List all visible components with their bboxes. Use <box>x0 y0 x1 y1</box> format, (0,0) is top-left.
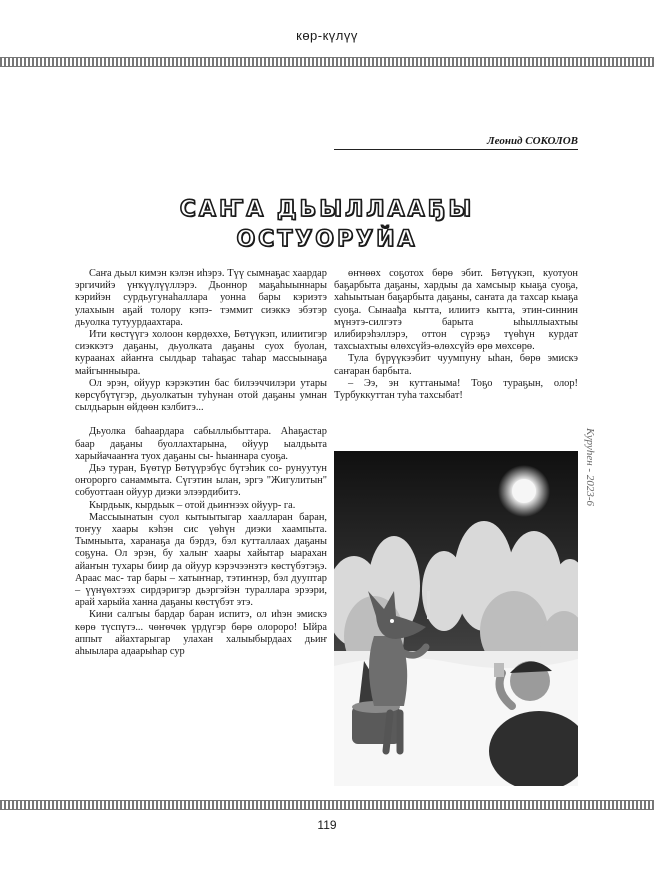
page-number: 119 <box>317 818 337 832</box>
article-author: Леонид СОКОЛОВ <box>334 135 578 150</box>
paragraph: Кырдьык, кырдьык – отой дьиҥнээх ойуур- га. <box>89 499 296 511</box>
moon <box>512 479 536 503</box>
right-text-column <box>334 268 578 402</box>
illustration-svg <box>334 451 578 786</box>
cigarette <box>427 591 430 619</box>
paragraph: Ити көстүүгэ холоон көрдөххө, Бөтүүкэп, илиитигэр сиэккэтэ даҕаны, дьуолката даҕаны суох буолан, кураанах айаҥҥа сылдьар таһаҕас таһар массыынаҕа майгынныыра. <box>75 329 327 377</box>
left-text-column <box>75 268 327 658</box>
title-line-1: САҤА ДЬЫЛЛААҔЫ <box>179 197 475 222</box>
bottom-ornament-divider <box>0 800 654 810</box>
title-line-2: ОСТУОРУЙА <box>236 227 418 252</box>
paragraph: Тула бүрүүкээбит чуумпуну ыһан, бөрө эмискэ саҥаран барбыта. <box>334 353 578 377</box>
section-header: көр-күлүү <box>296 28 358 43</box>
paragraph: Дьэ туран, Бүөтүр Бөтүүрэбүс бүтэһик со- рунуутун оҥорорго санаммыта. Сүгэтин ылан, эргэ "Жигулитын" собуоттаан ойуур диэки элээрдибитэ. <box>75 463 327 499</box>
paragraph: Ол эрэн, ойуур кэрэкэтин бас билээччилэри утары көрсүбүтүгэр, дьуолкатын туһунан отой даҕаны умнан сылдьарын өйдөөн кэлбитэ... <box>75 377 327 414</box>
top-ornament-divider <box>0 57 654 67</box>
article-title <box>0 195 654 255</box>
journal-issue-sidenote: Куруһен - 2023-6 <box>584 428 596 506</box>
wolf-and-man-illustration <box>334 451 578 786</box>
paragraph: Кини салгыы бардар баран испитэ, ол иһэн эмискэ көрө түспүтэ... чөҥөчөк үрдүгэр бөрө олороро! Ыйра аппыт айахтарыгар улахан халыыбырдаах дьиҥ аһыылара адаарыһар сур <box>75 609 327 658</box>
paragraph: Дьуолка баһаардара сабыллыбыттара. Аһаҕастар баар даҕаны буоллахтарына, ойуур ыалдьыта харыйачааҥҥа туох даҕаны сы- һыаннара суоҕа. <box>75 426 327 462</box>
paragraph: Массыынатын суол кытыытыгар хаалларан баран, тоҥуу хаары кэһэн сис үөһүн диэки хаампыта. Тымныыта, харанаҕа да бэрдэ, бэл кутталлаах даҕаны соҕуна. Ол эрэн, бу халыҥ хаары хайытар ыарахан айаҥын тухары бииp да ойуур кэрэчээнэтэ көстүбэтэҕэ. Араас мас- тар бары – хатыҥнар, тэтиҥнэр, бэл дууптар – үүнүөхтээх сирдэригэр дьэргэйэн тураллара эрээри, арай харыйа ханна даҕаны көстүбэт этэ. <box>75 511 327 609</box>
paragraph: Саҥа дьыл кимэн кэлэн иһэрэ. Түү сымнаҕас хаардар эргичийэ үҥкүүлүүллэрэ. Дьоннор маҕаһыыннары кэрийэн сурдьугунаһаллара уонна бары кэриэтэ улахыын аҕай толору кэпэ- тэммит сиэккэ эбэтэр дьуолка тутуурдаахтара. <box>75 268 327 328</box>
paragraph: – Ээ, эн куттаныма! Тоҕо тураҕын, олор! Турбуккуттан туһа тахсыбат! <box>334 377 578 402</box>
paragraph: өҥнөөх соҕотох бөрө эбит. Бөтүүкэп, куотуон баҕарбыта даҕаны, хардыы да хамсыыр кыаҕа суоҕа, хаһыытыан баҕарбыта даҕаны, саҥата да тахсар кыаҕа суоҕа. Сынаађа кытта, илиитэ кытта, этин-синнин мүнэтэ-силгэтэ барыта ыһыллыахтыы илибирэһэллэрэ, оттон сүрэҕэ түөһүн курдат тахсыахтыы өлөхсүйэ-өлөхсүйэ өрө мөхсөрө. <box>334 268 578 353</box>
